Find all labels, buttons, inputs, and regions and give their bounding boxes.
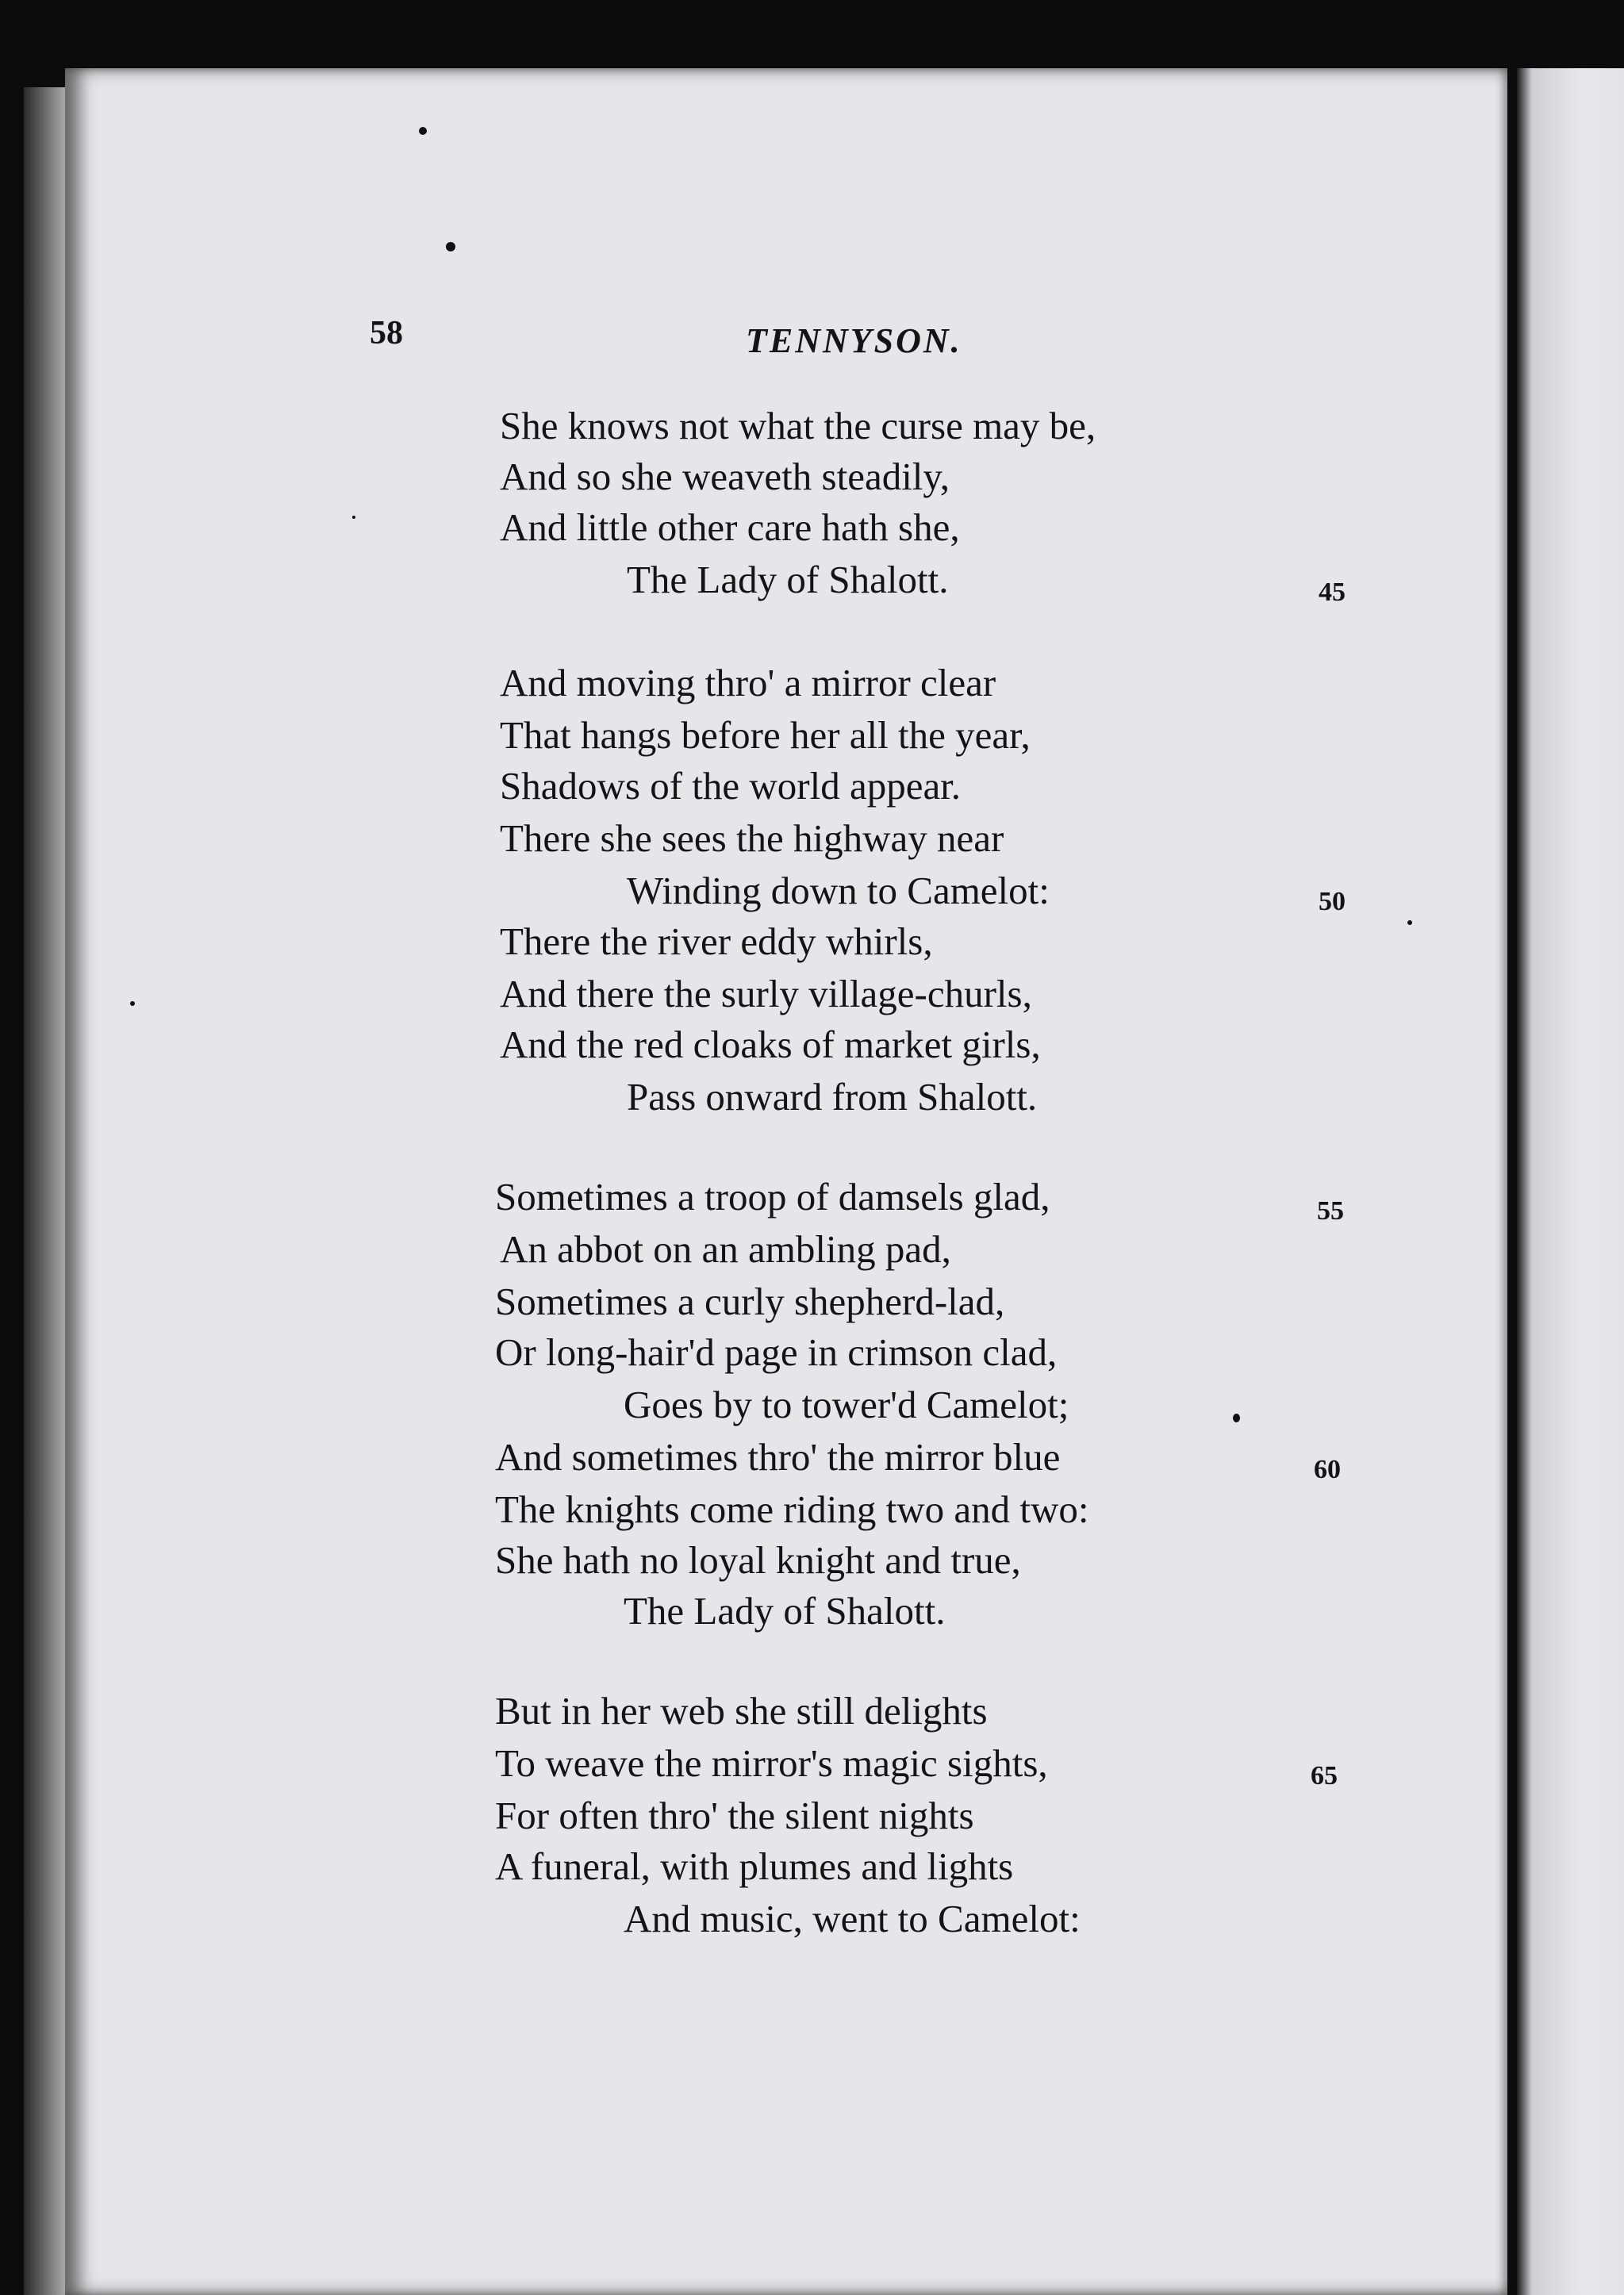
poem-line: And sometimes thro' the mirror blue: [495, 1435, 1061, 1479]
poem-refrain-line: The Lady of Shalott.: [624, 1589, 946, 1633]
running-title: TENNYSON.: [746, 321, 962, 360]
poem-line: And there the surly village-churls,: [500, 972, 1032, 1015]
poem-line: For often thro' the silent nights: [495, 1794, 974, 1837]
poem-line: But in her web she still delights: [495, 1689, 988, 1733]
poem-line: An abbot on an ambling pad,: [500, 1227, 951, 1271]
poem-line: And so she weaveth steadily,: [500, 455, 950, 498]
page-number: 58: [370, 315, 403, 351]
line-number: 65: [1311, 1761, 1338, 1790]
poem-line: And little other care hath she,: [500, 505, 960, 549]
line-number: 45: [1319, 578, 1346, 607]
poem-line: Or long-hair'd page in crimson clad,: [495, 1330, 1058, 1374]
poem-refrain-line: The Lady of Shalott.: [627, 558, 949, 601]
poem-line: There she sees the highway near: [500, 816, 1004, 860]
ink-speck: [446, 242, 455, 251]
line-number: 55: [1317, 1196, 1344, 1226]
ink-speck: [1233, 1414, 1240, 1422]
poem-refrain-line: Pass onward from Shalott.: [627, 1075, 1038, 1119]
facing-page-edge: [1517, 68, 1624, 2295]
poem-line: And the red cloaks of market girls,: [500, 1023, 1041, 1066]
ink-speck: [130, 1001, 135, 1006]
ink-speck: [1407, 920, 1412, 925]
poem-line: Shadows of the world appear.: [500, 764, 962, 808]
poem-refrain-line: Goes by to tower'd Camelot;: [624, 1383, 1069, 1426]
ink-speck: [419, 127, 427, 135]
ink-speck: [352, 516, 355, 519]
poem-line: A funeral, with plumes and lights: [495, 1844, 1014, 1888]
poem-refrain-line: And music, went to Camelot:: [624, 1897, 1081, 1940]
poem-line: Sometimes a curly shepherd-lad,: [495, 1280, 1005, 1323]
poem-line: The knights come riding two and two:: [495, 1487, 1089, 1531]
poem-line: There the river eddy whirls,: [500, 919, 933, 963]
poem-line: Sometimes a troop of damsels glad,: [495, 1175, 1050, 1218]
poem-line: And moving thro' a mirror clear: [500, 661, 996, 704]
page-gutter-shadow: [24, 87, 71, 2295]
line-number: 60: [1314, 1455, 1341, 1484]
poem-line: She knows not what the curse may be,: [500, 404, 1096, 447]
poem-line: That hangs before her all the year,: [500, 713, 1031, 757]
poem-refrain-line: Winding down to Camelot:: [627, 869, 1050, 912]
poem-line: She hath no loyal knight and true,: [495, 1538, 1021, 1582]
poem-line: To weave the mirror's magic sights,: [495, 1741, 1048, 1785]
line-number: 50: [1319, 887, 1346, 916]
